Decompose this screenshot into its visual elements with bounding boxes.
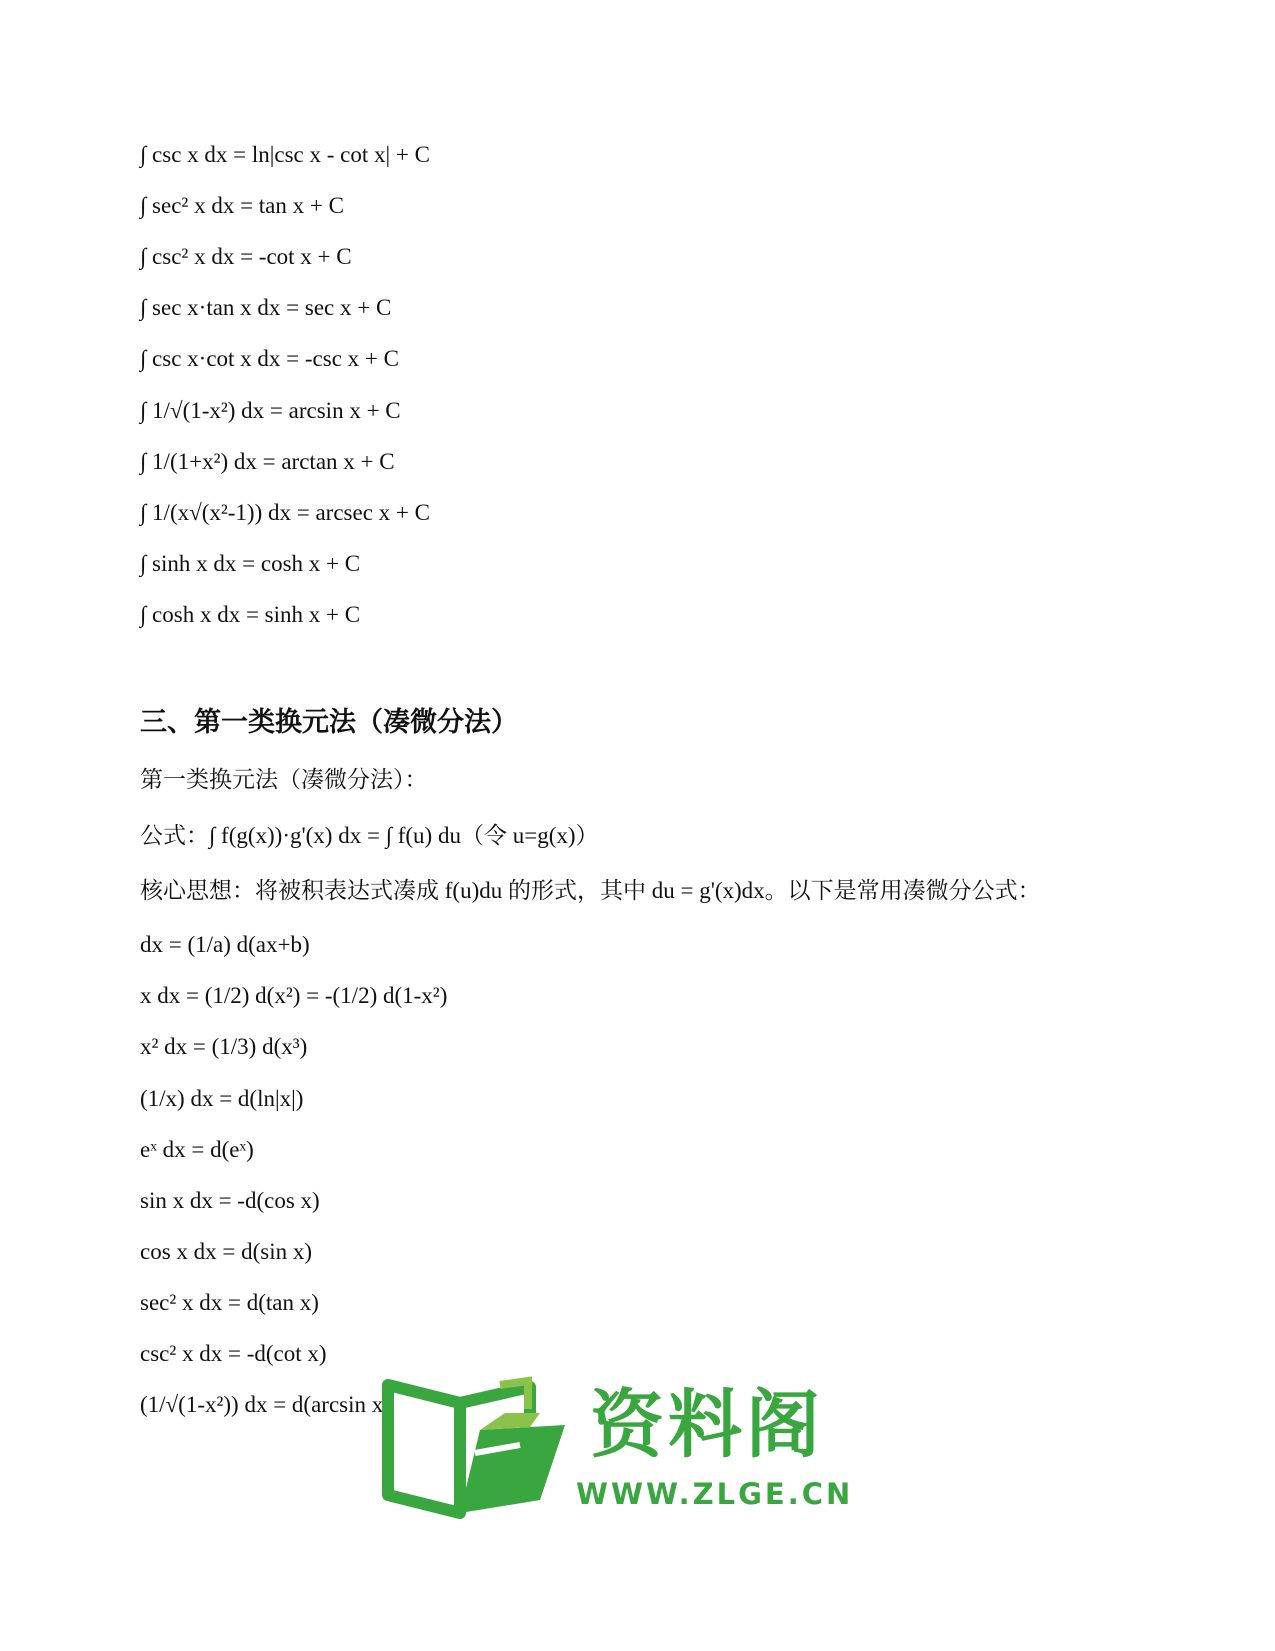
formula-line: ∫ 1/(1+x²) dx = arctan x + C: [140, 449, 395, 474]
differential-line: sin x dx = -d(cos x): [140, 1188, 320, 1213]
formula-line: ∫ cosh x dx = sinh x + C: [140, 602, 361, 627]
differential-line: dx = (1/a) d(ax+b): [140, 932, 310, 957]
watermark-url: WWW.ZLGE.CN: [576, 1477, 854, 1511]
section-core-idea: 核心思想：将被积表达式凑成 f(u)du 的形式，其中 du = g'(x)dx。以下是常用凑微分公式：: [140, 878, 1041, 903]
differential-line: x dx = (1/2) d(x²) = -(1/2) d(1-x²): [140, 983, 448, 1008]
formula-line: ∫ sec x·tan x dx = sec x + C: [140, 295, 392, 320]
formula-line: ∫ sec² x dx = tan x + C: [140, 193, 344, 218]
differential-line: x² dx = (1/3) d(x³): [140, 1034, 308, 1059]
differential-line: (1/x) dx = d(ln|x|): [140, 1086, 304, 1111]
formula-line: ∫ csc² x dx = -cot x + C: [140, 244, 352, 269]
section-heading: 三、第一类换元法（凑微分法）: [140, 707, 518, 738]
formula-line: ∫ csc x·cot x dx = -csc x + C: [140, 346, 399, 371]
formula-line: ∫ 1/(x√(x²-1)) dx = arcsec x + C: [140, 500, 430, 525]
section-formula: 公式：∫ f(g(x))·g'(x) dx = ∫ f(u) du（令 u=g(x)）: [140, 823, 599, 848]
differential-line: sec² x dx = d(tan x): [140, 1290, 319, 1315]
differential-line: cos x dx = d(sin x): [140, 1239, 313, 1264]
formula-line: ∫ csc x dx = ln|csc x - cot x| + C: [140, 142, 430, 167]
section-intro: 第一类换元法（凑微分法）：: [140, 767, 428, 792]
book-icon: [380, 1375, 580, 1525]
watermark-logo: [380, 1375, 854, 1525]
formula-line: ∫ sinh x dx = cosh x + C: [140, 551, 361, 576]
watermark-name: 资料阁: [590, 1382, 824, 1468]
formula-line: ∫ 1/√(1-x²) dx = arcsin x + C: [140, 398, 401, 423]
differential-line: eˣ dx = d(eˣ): [140, 1137, 254, 1162]
differential-line: (1/√(1-x²)) dx = d(arcsin x): [140, 1392, 391, 1417]
differential-line: csc² x dx = -d(cot x): [140, 1341, 327, 1366]
